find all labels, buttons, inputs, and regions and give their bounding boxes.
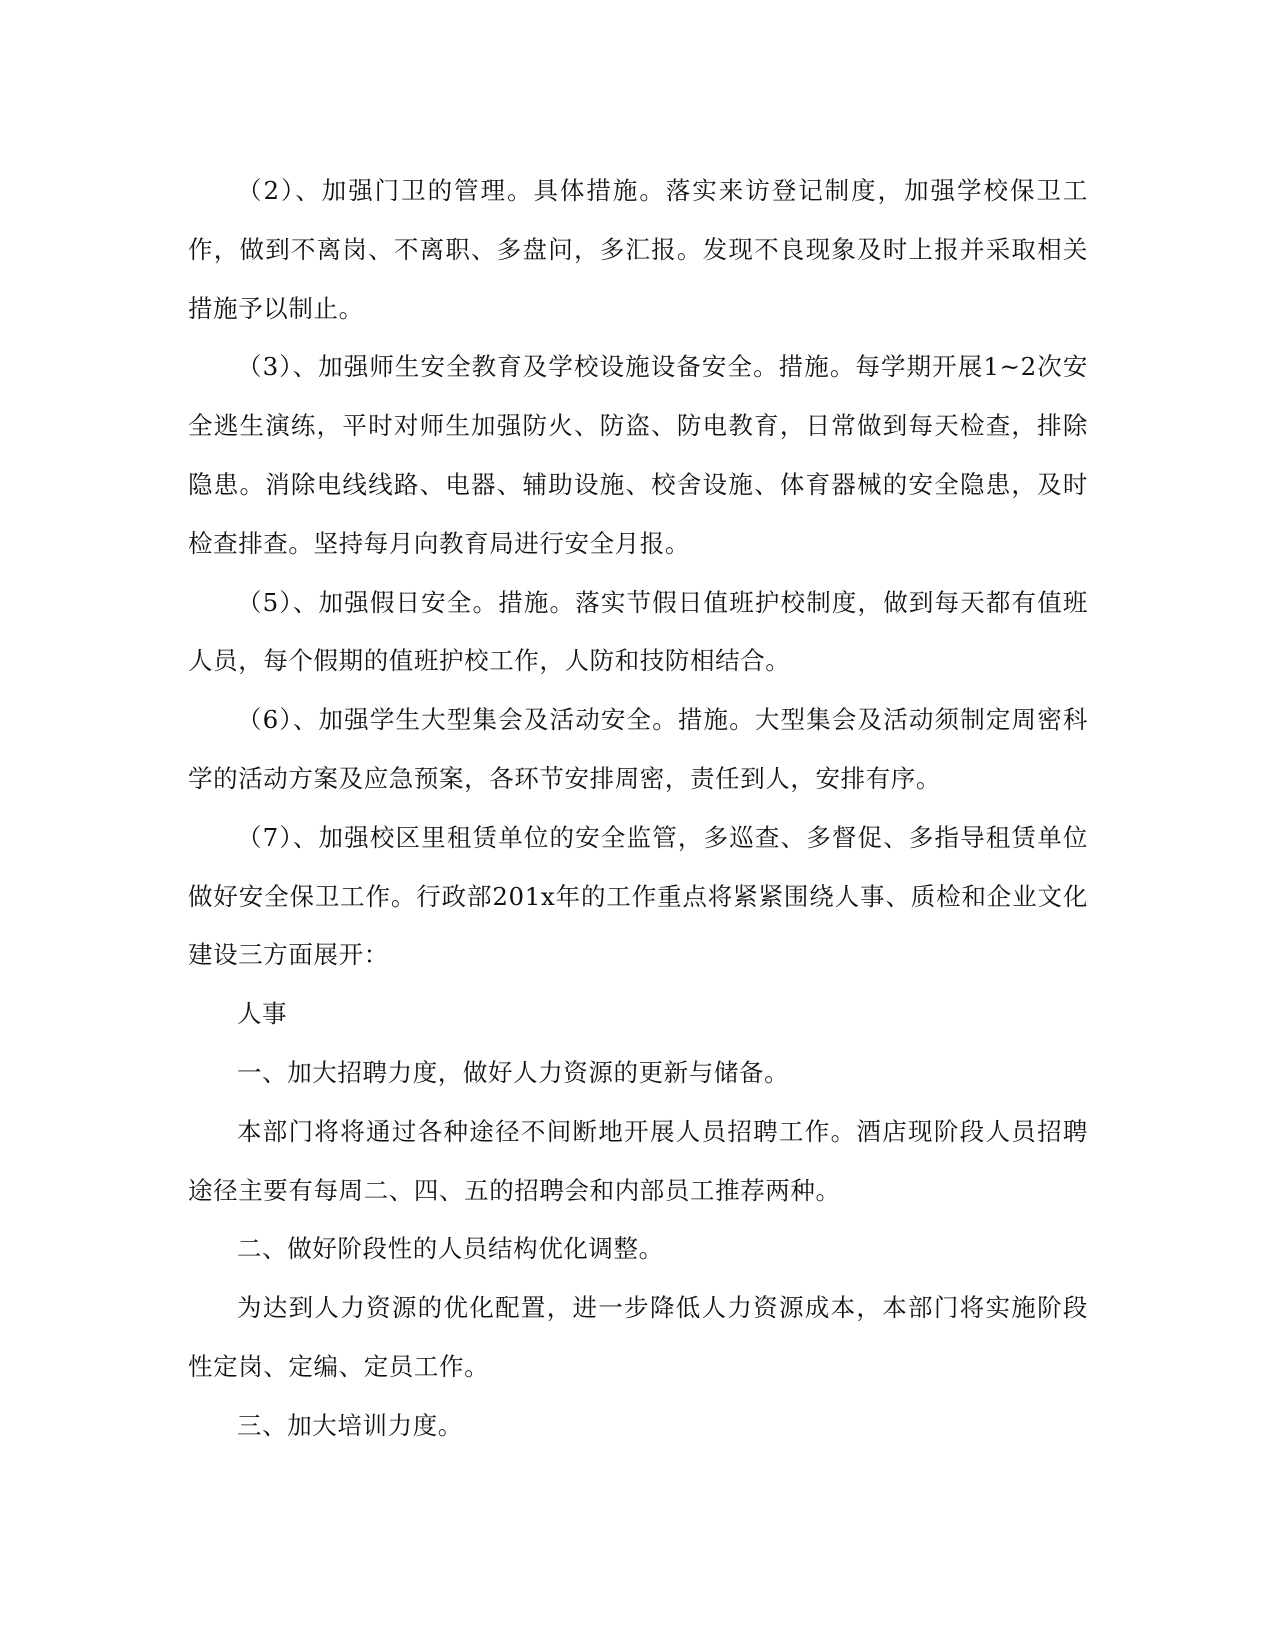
paragraph-gate-management: （2）、加强门卫的管理。具体措施。落实来访登记制度，加强学校保卫工作，做到不离岗、不离职、多盘问，多汇报。发现不良现象及时上报并采取相关措施予以制止。	[188, 176, 1088, 323]
document-body	[188, 162, 1088, 1456]
section-heading-personnel: 人事	[237, 999, 288, 1029]
paragraph-safety-education: （3）、加强师生安全教育及学校设施设备安全。措施。每学期开展1~2次安全逃生演练，平时对师生加强防火、防盗、防电教育，日常做到每天检查，排除隐患。消除电线线路、电器、辅助设施、校舍设施、体育器械的安全隐患，及时检查排查。坚持每月向教育局进行安全月报。	[188, 352, 1088, 558]
paragraph-tenant-supervision: （7）、加强校区里租赁单位的安全监管，多巡查、多督促、多指导租赁单位做好安全保卫工作。行政部201x年的工作重点将紧紧围绕人事、质检和企业文化建设三方面展开：	[188, 822, 1088, 970]
paragraph-holiday-safety: （5）、加强假日安全。措施。落实节假日值班护校制度，做到每天都有值班人员，每个假期的值班护校工作，人防和技防相结合。	[188, 587, 1088, 676]
item-heading-recruitment: 一、加大招聘力度，做好人力资源的更新与储备。	[237, 1057, 790, 1087]
paragraph-recruitment: 本部门将将通过各种途径不间断地开展人员招聘工作。酒店现阶段人员招聘途径主要有每周二、四、五的招聘会和内部员工推荐两种。	[188, 1116, 1088, 1205]
paragraph-assembly-safety: （6）、加强学生大型集会及活动安全。措施。大型集会及活动须制定周密科学的活动方案及应急预案，各环节安排周密，责任到人，安排有序。	[188, 705, 1088, 793]
paragraph-structure: 为达到人力资源的优化配置，进一步降低人力资源成本，本部门将实施阶段性定岗、定编、定员工作。	[188, 1293, 1088, 1381]
item-heading-training: 三、加大培训力度。	[237, 1410, 463, 1440]
item-heading-structure: 二、做好阶段性的人员结构优化调整。	[237, 1234, 664, 1264]
